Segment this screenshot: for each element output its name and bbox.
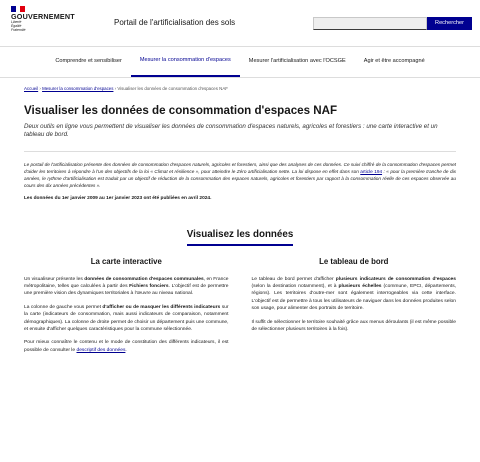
divider xyxy=(24,151,456,152)
breadcrumb xyxy=(0,78,480,92)
nav-item-mesurer-consommation[interactable]: Mesurer la consommation d'espaces xyxy=(131,47,240,77)
dashboard-title: Le tableau de bord xyxy=(319,257,389,267)
intro-paragraph: Le portail de l'artificialisation présente des données de consommation d'espaces naturels, agricoles et forestiers, ainsi que des analyses de ces données. Ce suivi chiffré de la consommation d'espaces permet d'aider les territoires à répondre à l'un des objectifs de la loi « Climat et résilience », pour atteindre le Zéro artificialisation nette. La loi dispose en effet dans son article 194 : « pour la première tranche de dix années, le rythme d'artificialisation est traduit par un objectif de réduction de la consommation des espaces naturels, agricoles et forestiers par rapport à la consommation réelle de ces espaces observée au cours des dix années précédentes ». xyxy=(24,162,456,188)
interactive-map-title: La carte interactive xyxy=(90,257,162,267)
article-194-link[interactable]: article 194 xyxy=(360,169,383,175)
section-title: Visualisez les données xyxy=(24,228,456,246)
search-button[interactable]: Rechercher xyxy=(427,17,472,30)
map-paragraph-3: Pour mieux connaître le contenu et le mode de constitution des différents indicateurs, il est possible de consulter le descriptif des données. xyxy=(24,340,229,353)
dashboard-paragraph-2: Il suffit de sélectionner le territoire souhaité grâce aux menus déroulants (il est même possible de sélectionner plusieurs territoires à la fois). xyxy=(251,319,456,332)
site-header xyxy=(0,0,480,46)
page-lead: Deux outils en ligne vous permettent de visualiser les données de consommation d'espaces naturels, agricoles et forestiers : une carte interactive et un tableau de bord. xyxy=(24,122,438,138)
map-paragraph-1: Un visualiseur présente les données de consommation d'espaces communales, en France métropolitaine, telles que calculées à partir des Fichiers fonciers. L'objectif est de permettre une première vision des dynamiques territoriales à l'œuvre au niveau national. xyxy=(24,276,229,297)
map-paragraph-2: La colonne de gauche vous permet d'afficher ou de masquer les différents indicateurs sur la carte (indicateurs de consommation, mais aussi indicateurs de comparaison, notamment démographiques). La colonne de droite permet de choisir un département puis une commune, et ensuite d'afficher quelques caractéristiques pour la commune sélectionnée. xyxy=(24,304,229,332)
breadcrumb-section[interactable]: Mesurer la consommation d'espaces xyxy=(42,86,114,91)
gov-devise: Liberté Égalité Fraternité xyxy=(11,20,26,33)
tools-columns xyxy=(24,257,456,360)
search-bar xyxy=(313,17,472,30)
page-title: Visualiser les données de consommation d'espaces NAF xyxy=(24,103,338,117)
breadcrumb-separator: › xyxy=(113,86,118,91)
government-logo[interactable] xyxy=(11,6,89,40)
dashboard-column xyxy=(252,257,457,360)
interactive-map-column xyxy=(24,257,229,360)
search-input[interactable] xyxy=(313,17,427,30)
breadcrumb-home[interactable]: Accueil xyxy=(24,86,39,91)
site-title[interactable]: Portail de l'artificialisation des sols xyxy=(114,17,236,27)
dashboard-paragraph-1: Le tableau de bord permet d'afficher plusieurs indicateurs de consommation d'espaces (selon la destination notamment), et à plusieurs échelles (commune, EPCI, départements, régions). Les territoires d'outre-mer sont également interrogeables via cette interface. L'objectif est de permettre à tous les utilisateurs de naviguer dans les données produites selon son usage, pour alimenter des portraits de territoire. xyxy=(251,276,457,312)
breadcrumb-current: Visualiser les données de consommation d'espaces NAF xyxy=(117,86,228,91)
nav-item-mesurer-ocsge[interactable]: Mesurer l'artificialisation avec l'OCSGE xyxy=(248,58,346,65)
gov-name: GOUVERNEMENT xyxy=(11,12,75,21)
publication-dates: Les données du 1er janvier 2009 au 1er janvier 2023 ont été publiées en avril 2024. xyxy=(24,195,212,201)
nav-item-comprendre[interactable]: Comprendre et sensibiliser xyxy=(55,58,122,65)
nav-item-agir[interactable]: Agir et être accompagné xyxy=(363,58,425,65)
main-nav xyxy=(0,46,480,78)
breadcrumb-separator: › xyxy=(38,86,43,91)
data-description-link[interactable]: descriptif des données xyxy=(76,347,126,353)
main-content xyxy=(0,103,480,360)
